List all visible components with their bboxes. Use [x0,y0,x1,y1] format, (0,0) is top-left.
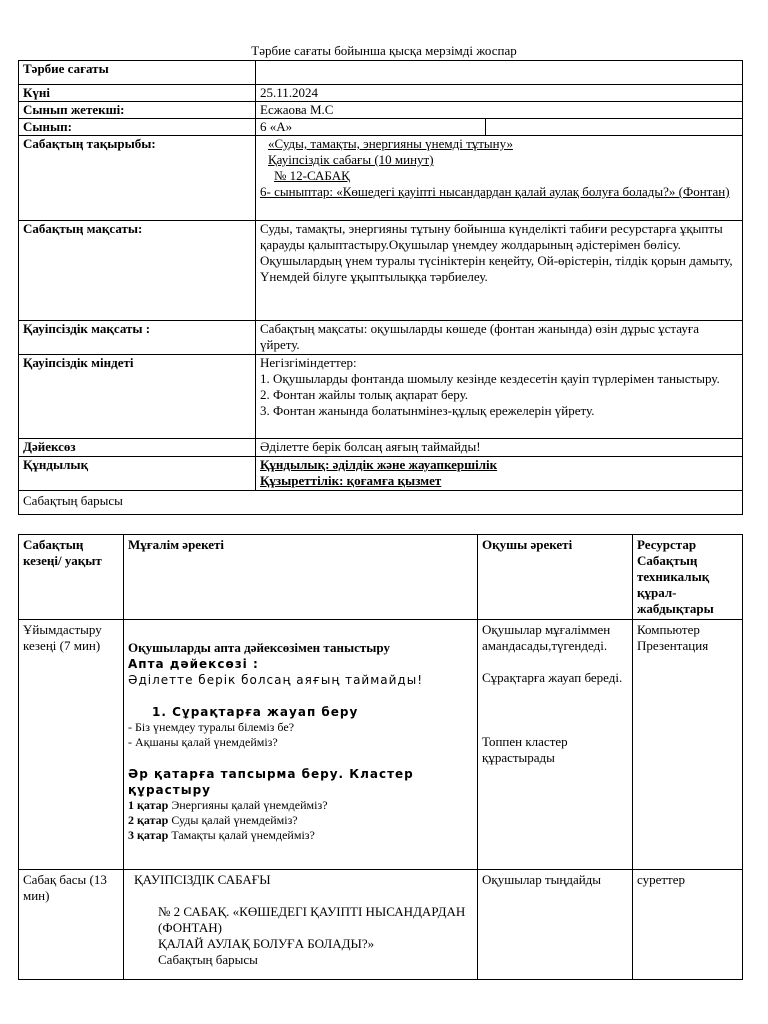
topic-line-4: 6- сыныптар: «Көшедегі қауіпті нысандардан қалай аулақ болуға болады?» (Фонтан) [260,184,730,199]
value-topic [256,136,743,221]
safety-lesson-heading: ҚАУІПСІЗДІК САБАҒЫ [134,872,271,887]
task-row-2-label: 2 қатар [128,813,169,827]
teacher-action-organization [124,620,478,870]
task-row-1-text: Энергияны қалай үнемдейміз? [168,798,328,812]
label-goal: Сабақтың мақсаты: [19,221,256,321]
task-row-3-label: 3 қатар [128,828,169,842]
document-title: Тәрбие сағаты бойынша қысқа мерзімді жоспар [251,43,517,58]
student-answers: Сұрақтарға жауап береді. [482,670,623,685]
label-upbringing-hour: Тәрбие сағаты [19,61,256,85]
student-action-lesson-start: Оқушылар тыңдайды [478,870,633,980]
questions-heading: 1. Сұрақтарға жауап беру [152,705,359,719]
label-class: Сынып: [19,119,256,136]
question-2: - Ақшаны қалай үнемдейміз? [128,735,278,749]
stage-organization: Ұйымдастыру кезеңі (7 мин) [19,620,124,870]
task-row-2 [128,813,473,828]
lesson-progress-heading: Сабақтың барысы [19,491,743,515]
task-row-3-text: Тамақты қалай үнемдейміз? [168,828,315,842]
intro-line: Оқушыларды апта дәйексөзімен таныстыру [128,640,390,655]
resources-organization [633,620,743,870]
label-safety-task: Қауіпсіздік міндеті [19,355,256,439]
resource-presentation: Презентация [637,638,709,653]
safety-task-line-0: Негізгіміндеттер: [260,355,357,370]
label-safety-goal: Қауіпсіздік мақсаты : [19,321,256,355]
resource-computer: Компьютер [637,622,700,637]
topic-line-2: Қауіпсіздік сабағы (10 минут) [268,152,434,167]
question-1: - Біз үнемдеу туралы білеміз бе? [128,720,295,734]
value-class: 6 «А» [256,119,486,136]
lesson-number-title: № 2 САБАҚ. «КӨШЕДЕГІ ҚАУІПТІ НЫСАНДАРДАН (ФОНТАН) [158,904,466,935]
values-line-1: Құндылық: әділдік және жауапкершілік [260,457,498,472]
value-motto: Әділетте берік болсаң аяғың таймайды! [256,439,743,457]
safety-task-line-3: 3. Фонтан жанында болатынмінез-құлық ережелерін үйрету. [260,403,595,418]
value-safety-task [256,355,743,439]
motto-text: Әділетте берік болсаң аяғың таймайды! [128,673,424,687]
value-date: 25.11.2024 [256,85,743,102]
label-topic: Сабақтың тақырыбы: [19,136,256,221]
value-values [256,457,743,491]
safety-task-line-1: 1. Оқушыларды фонтанда шомылу кезінде кездесетін қауіп түрлерімен таныстыру. [260,371,720,386]
header-teacher-action: Мұғалім әрекеті [124,535,478,620]
lesson-plan-table [18,534,743,980]
header-resources: Ресурстар Сабақтың техникалық құрал-жабдықтары [633,535,743,620]
value-goal: Суды, тамақты, энергияны тұтыну бойынша күнделікті табиғи ресурстарға ұқыпты қарауды қалыптастыру.Оқушылар үнемдеу жолдарының әдістерімен бөлісу. Оқушылардың үнем туралы түсініктерін кеңейту, Ой-өрістерін, тілдік қорын дамыту, Үнемдей білуге ұқыптылыққа тәрбиелеу. [256,221,743,321]
lesson-progress-label: Сабақтың барысы [158,952,258,967]
label-date: Күні [19,85,256,102]
resources-lesson-start: суреттер [633,870,743,980]
value-class-extra [486,119,743,136]
motto-heading: Апта дәйексөзі : [128,657,259,671]
value-safety-goal: Сабақтың мақсаты: оқушыларды көшеде (фонтан жанында) өзін дұрыс ұстауға үйрету. [256,321,743,355]
stage-lesson-start: Сабақ басы (13 мин) [19,870,124,980]
teacher-action-lesson-start [124,870,478,980]
student-cluster: Топпен кластер құрастырады [482,734,568,765]
info-table [18,60,743,515]
cluster-heading: Әр қатарға тапсырма беру. Кластер құрастыру [128,767,414,797]
task-row-1-label: 1 қатар [128,798,169,812]
label-motto: Дәйексөз [19,439,256,457]
task-row-2-text: Суды қалай үнемдейміз? [168,813,298,827]
topic-line-1: «Суды, тамақты, энергияны үнемді тұтыну» [268,136,513,151]
value-class-teacher: Есжаова М.С [256,102,743,119]
student-greeting: Оқушылар мұғаліммен амандасады,түгендеді. [482,622,611,653]
safety-task-line-2: 2. Фонтан жайлы толық ақпарат беру. [260,387,469,402]
header-student-action: Оқушы әрекеті [478,535,633,620]
topic-line-3: № 12-САБАҚ [274,168,350,183]
header-stage: Сабақтың кезеңі/ уақыт [19,535,124,620]
values-line-2: Құзыреттілік: қоғамға қызмет [260,473,442,488]
label-values: Құндылық [19,457,256,491]
student-action-organization [478,620,633,870]
task-row-3 [128,828,473,843]
label-class-teacher: Сынып жетекші: [19,102,256,119]
lesson-title-cont: ҚАЛАЙ АУЛАҚ БОЛУҒА БОЛАДЫ?» [158,936,375,951]
task-row-1 [128,798,473,813]
value-upbringing-hour [256,61,743,85]
